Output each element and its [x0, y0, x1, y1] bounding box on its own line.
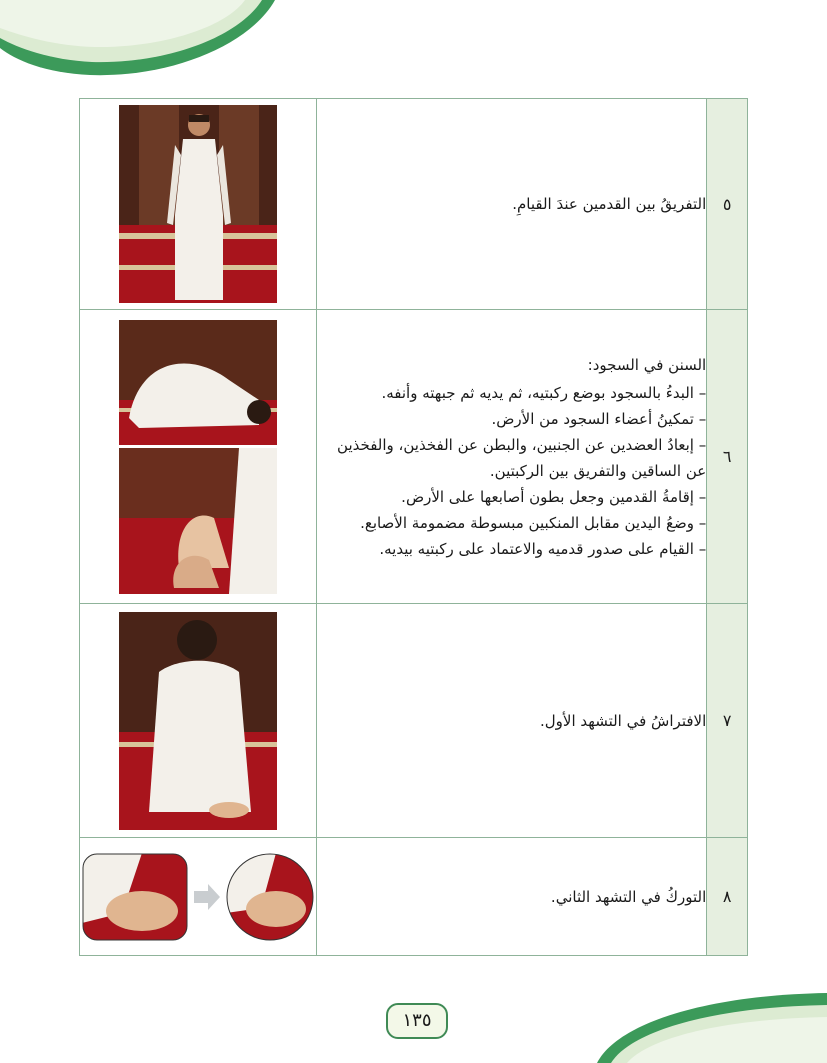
photo-cell: [80, 99, 317, 310]
rule-number-cell: [707, 310, 748, 604]
rule-number-cell: [707, 838, 748, 956]
feet-in-sujood-photo: [119, 448, 277, 594]
boy-standing-photo: [119, 105, 277, 303]
rule-text-cell: [316, 310, 706, 604]
bullet-item: – وضعُ اليدين مقابل المنكبين مبسوطة مضمومة الأصابع.: [360, 513, 707, 532]
table-row: [80, 838, 748, 956]
rule-number: ٦: [722, 447, 732, 466]
rule-number-cell: [707, 604, 748, 838]
rule-number-cell: [707, 99, 748, 310]
bullet-item: – القيام على صدور قدميه والاعتماد على ركبتيه بيديه.: [379, 539, 707, 558]
photo-cell: [80, 310, 317, 604]
feet-tawarruk-photo: [226, 853, 314, 941]
rule-text: الافتراشُ في التشهد الأول.: [540, 711, 707, 730]
table-row: [80, 604, 748, 838]
bullet-item: – إبعادُ العضدين عن الجنبين، والبطن عن الفخذين، والفخذين عن الساقين والتفريق بين الركبتين.: [337, 435, 707, 480]
rule-text-cell: [316, 838, 706, 956]
boy-sitting-photo: [119, 612, 277, 830]
bullet-item: – البدءُ بالسجود بوضع ركبتيه، ثم يديه ثم جبهته وأنفه.: [381, 383, 707, 402]
rule-text-cell: [316, 99, 706, 310]
section-heading: السنن في السجود:: [587, 355, 707, 374]
rule-text: التوركُ في التشهد الثاني.: [550, 887, 707, 906]
bottom-decoration: [597, 983, 827, 1063]
page-number: ١٣٥: [386, 1003, 448, 1039]
bullet-item: – تمكينُ أعضاء السجود من الأرض.: [491, 409, 707, 428]
table-row: [80, 310, 748, 604]
boy-in-sujood-photo: [119, 320, 277, 445]
rule-text: التفريقُ بين القدمين عندَ القيامِ.: [512, 195, 707, 213]
sunan-table: [79, 98, 748, 956]
table-row: [80, 99, 748, 310]
feet-iftirash-photo: [82, 853, 188, 941]
rule-number: ٧: [722, 711, 732, 730]
arrow-icon: [192, 882, 222, 912]
rule-number: ٥: [722, 194, 732, 214]
rule-number: ٨: [722, 887, 732, 906]
rule-text-cell: [316, 604, 706, 838]
bullet-item: – إقامةُ القدمين وجعل بطون أصابعها على الأرض.: [401, 487, 707, 506]
photo-cell: [80, 838, 317, 956]
top-decoration: [0, 0, 300, 80]
photo-cell: [80, 604, 317, 838]
